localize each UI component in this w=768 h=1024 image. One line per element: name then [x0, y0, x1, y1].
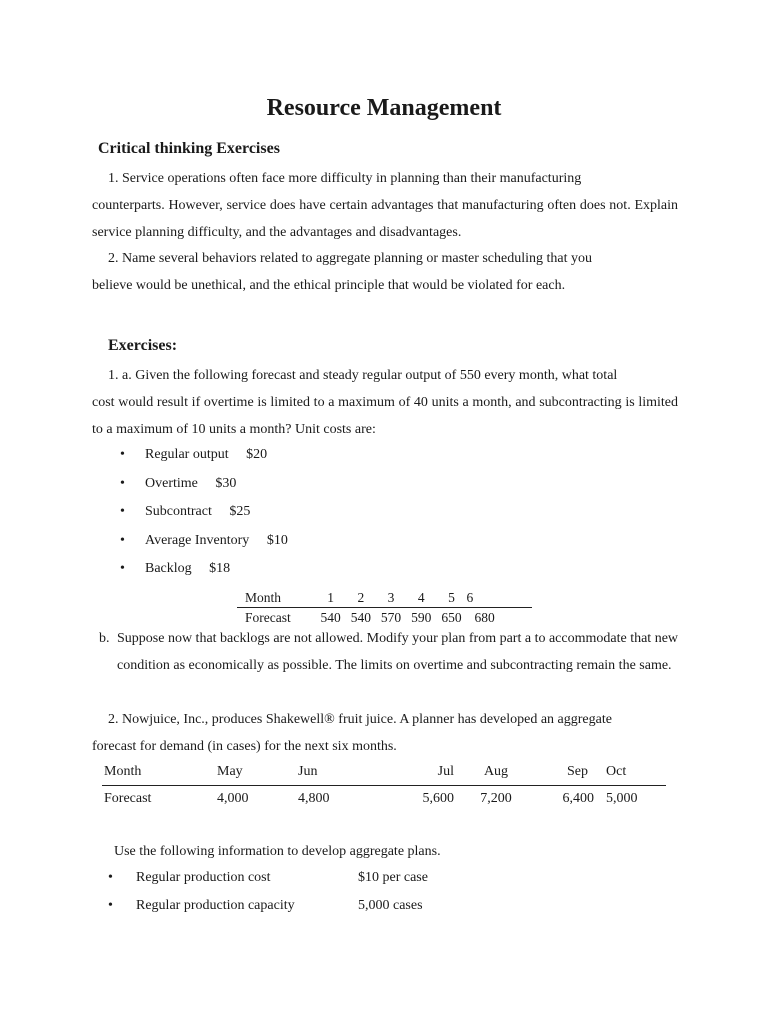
info-label: Regular production capacity	[136, 898, 295, 913]
forecast-cell: 5,000	[606, 791, 638, 806]
forecast-cell: 540	[320, 610, 341, 625]
question-1-first-line: 1. Service operations often face more difficulty in planning than their manufacturing	[108, 171, 582, 186]
forecast-cell: 540	[350, 610, 371, 625]
exercise-2-rest: forecast for demand (in cases) for the next six months.	[92, 739, 397, 754]
spacer-cell	[495, 588, 532, 608]
exercise-1a-rest: cost would result if overtime is limited to a maximum of 40 units a month, and subcontracting is limited to a maximum of 10 units a month? Unit costs are:	[92, 395, 678, 437]
info-value: 5,000 cases	[358, 898, 423, 913]
exercise-1b-marker: b.	[99, 631, 110, 646]
forecast-table-1	[237, 588, 532, 627]
cost-item	[120, 555, 288, 584]
month-cell: 5	[436, 588, 466, 608]
month-header: Month	[237, 588, 316, 608]
cost-item	[120, 470, 288, 499]
info-label: Regular production cost	[136, 870, 271, 885]
month-cell: 1	[316, 588, 346, 608]
forecast-label: Forecast	[104, 791, 152, 806]
month-cell: 3	[376, 588, 406, 608]
page-title: Resource Management	[266, 95, 502, 121]
month-cell: Sep	[530, 759, 602, 786]
exercise-2-first-line: 2. Nowjuice, Inc., produces Shakewell® fruit juice. A planner has developed an aggregate	[108, 712, 612, 727]
cost-label: Average Inventory	[145, 532, 250, 548]
forecast-cell: 7,200	[480, 791, 512, 806]
month-cell: Aug	[462, 759, 530, 786]
table-header-row	[237, 588, 532, 608]
cost-value: $25	[229, 504, 251, 520]
exercise-1b-text: Suppose now that backlogs are not allowed. Modify your plan from part a to accommodate that new condition as economically as possible. The limits on overtime and subcontracting remain the same.	[117, 631, 679, 673]
use-info-text: Use the following information to develop aggregate plans.	[114, 844, 441, 859]
month-cell: Jun	[287, 759, 377, 786]
cost-value: $10	[266, 532, 288, 548]
exercises-heading: Exercises:	[108, 337, 178, 354]
exercise-1a-first-line: 1. a. Given the following forecast and steady regular output of 550 every month, what total	[108, 368, 618, 383]
cost-item	[120, 527, 288, 556]
table-row	[102, 786, 666, 813]
month-header: Month	[102, 759, 217, 786]
production-info-list	[108, 864, 528, 920]
forecast-cell: 4,000	[217, 791, 249, 806]
critical-question-2	[92, 245, 678, 299]
forecast-cell: 680	[474, 610, 495, 625]
forecast-cell: 570	[380, 610, 402, 625]
forecast-label: Forecast	[245, 610, 291, 625]
month-cell: 6	[467, 588, 495, 608]
exercise-2	[92, 706, 678, 760]
month-cell: May	[217, 759, 287, 786]
unit-cost-list	[120, 441, 288, 584]
forecast-table-2	[102, 759, 666, 812]
forecast-cell: 650	[441, 610, 462, 625]
cost-value: $20	[246, 447, 268, 462]
cost-value: $30	[215, 475, 237, 491]
forecast-cell: 590	[411, 610, 432, 625]
question-2-rest: believe would be unethical, and the ethical principle that would be violated for each.	[92, 278, 566, 293]
cost-label: Subcontract	[145, 504, 212, 520]
info-value: $10 per case	[358, 870, 428, 885]
exercise-1b	[99, 625, 679, 679]
question-1-rest: counterparts. However, service does have certain advantages that manufacturing often does not. Explain service planning difficulty, and the advantages and disadvantages.	[92, 198, 678, 240]
table-header-row	[102, 759, 666, 786]
question-2-first-line: 2. Name several behaviors related to aggregate planning or master scheduling that you	[108, 251, 592, 266]
forecast-cell: 6,400	[562, 791, 594, 806]
forecast-cell: 4,800	[298, 791, 330, 806]
info-item	[108, 892, 528, 920]
info-item	[108, 864, 528, 892]
cost-value: $18	[209, 561, 231, 577]
month-cell: 2	[346, 588, 376, 608]
critical-thinking-heading: Critical thinking Exercises	[98, 140, 280, 157]
cost-label: Regular output	[145, 447, 229, 462]
cost-item	[120, 498, 288, 527]
exercise-1a	[92, 362, 678, 443]
cost-label: Overtime	[145, 475, 198, 491]
cost-item	[120, 441, 288, 470]
month-cell: Oct	[602, 759, 666, 786]
month-cell: Jul	[377, 759, 462, 786]
critical-question-1	[92, 165, 678, 246]
cost-label: Backlog	[145, 561, 192, 577]
month-cell: 4	[406, 588, 436, 608]
forecast-cell: 5,600	[422, 791, 454, 806]
